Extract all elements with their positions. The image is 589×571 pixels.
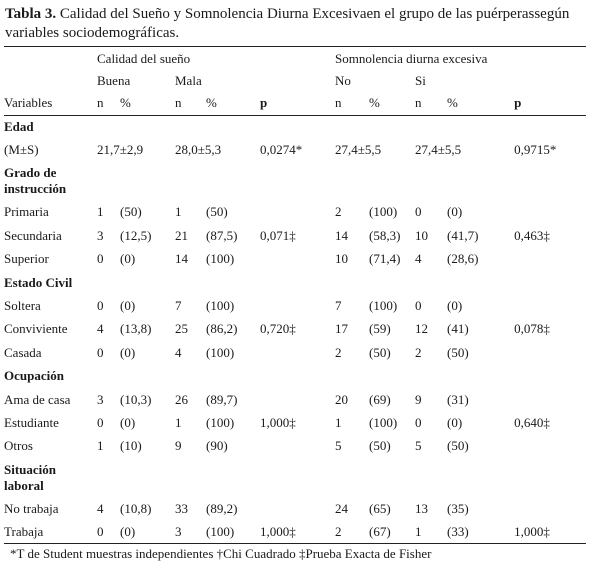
cell-p1 [260,497,335,520]
cell-bn: 0 [97,251,104,267]
cell-nn: 10 [335,251,349,267]
cell-np: (100) [369,204,398,220]
cell-np: (100) [369,414,398,430]
table-row [4,435,586,458]
cell-sp: (35) [447,500,469,516]
cell-p2 [514,435,586,458]
cell-sp: (50) [447,438,469,454]
cell-bn: 4 [97,500,104,516]
section-header-row [4,162,586,201]
cell-sn: 13 [415,500,429,516]
section-header-row [4,271,586,294]
cell-np: (59) [369,321,391,337]
cell-p2 [514,248,586,271]
header-daytime-sleepiness: Somnolencia diurna excesiva [335,51,488,66]
cell-p2 [514,497,586,520]
header-pct: % [206,95,217,110]
section-title: Situación laboral [4,461,57,493]
cell-bp: (13,8) [120,321,152,337]
cell-bn: 0 [97,414,104,430]
cell-sn: 12 [415,321,429,337]
cell-mp: (100) [206,344,235,360]
row-label: Otros [4,438,33,454]
cell-sn: 1 [415,524,422,540]
table-row [4,411,586,434]
cell-mn: 26 [175,391,188,407]
cell-sn: 2 [415,344,422,360]
cell-bp: (0) [120,298,136,314]
row-label: No trabaja [4,500,59,516]
cell-bp: (0) [120,344,136,360]
row-label: Ama de casa [4,391,71,407]
cell-mp: (89,2) [206,500,238,516]
cell-bp: (10,8) [120,500,152,516]
cell-p1 [260,435,335,458]
section-title: Edad [4,118,34,134]
cell-nn: 14 [335,227,349,243]
cell-bp: (0) [120,414,136,430]
cell-mp: (100) [206,414,235,430]
cell-nn: 7 [335,298,342,314]
cell-sn: 4 [415,251,422,267]
cell-np: (67) [369,524,391,540]
header-buena: Buena [97,73,131,88]
header-sleep-quality: Calidad del sueño [97,51,191,66]
cell-p2 [514,294,586,317]
cell-mn: 1 [175,414,182,430]
cell-bn: 0 [97,524,104,540]
cell-mn: 21 [175,227,188,243]
cell-p1: 1,000‡ [260,524,296,540]
cell-nn: 1 [335,414,342,430]
caption-label: Tabla 3. [5,6,57,22]
section-header-row [4,365,586,388]
caption-text: Calidad del Sueño y Somnolencia Diurna Excesivaen el grupo de las puérperassegún variables sociodemográficas. [5,6,570,41]
header-pct: % [369,95,380,110]
cell-mp: (50) [206,204,228,220]
header-n: n [175,95,182,110]
cell-nn: 20 [335,391,349,407]
cell-sn: 27,4±5,5 [415,142,462,158]
cell-sp: (0) [447,204,463,220]
cell-bn: 4 [97,321,104,337]
row-label: Estudiante [4,414,59,430]
cell-mn: 9 [175,438,182,454]
cell-p2: 0,463‡ [514,227,550,243]
cell-sn: 0 [415,298,422,314]
table-row [4,388,586,411]
cell-nn: 5 [335,438,342,454]
cell-bp: (0) [120,524,136,540]
table-row [4,497,586,520]
cell-bp: (12,5) [120,227,152,243]
table-row [4,201,586,224]
cell-bp: (0) [120,251,136,267]
cell-bp: (10) [120,438,142,454]
header-p: p [260,95,268,110]
cell-p1 [260,294,335,317]
cell-sp: (0) [447,414,463,430]
header-si: Si [415,73,426,88]
cell-p1: 0,720‡ [260,321,296,337]
cell-mn: 33 [175,500,188,516]
row-label: Trabaja [4,524,44,540]
cell-bp: (50) [120,204,142,220]
table-footnote: *T de Student muestras independientes †Chi Cuadrado ‡Prueba Exacta de Fisher [10,546,432,561]
table-row [4,248,586,271]
row-label: Primaria [4,204,49,220]
header-row-groups [4,47,586,71]
cell-nn: 2 [335,524,342,540]
row-label: (M±S) [4,142,39,158]
cell-sp: (33) [447,524,469,540]
cell-bn: 3 [97,391,104,407]
cell-sp: (28,6) [447,251,479,267]
cell-mn: 4 [175,344,182,360]
cell-nn: 17 [335,321,349,337]
cell-sn: 9 [415,391,422,407]
cell-sp: (50) [447,344,469,360]
cell-p1: 1,000‡ [260,414,296,430]
table-row [4,224,586,247]
cell-p2 [514,341,586,364]
cell-sn: 0 [415,204,422,220]
cell-bn: 1 [97,438,104,454]
section-title: Grado de instrucción [4,165,67,197]
cell-mn: 1 [175,204,182,220]
table-caption [5,5,587,43]
cell-nn: 27,4±5,5 [335,142,382,158]
cell-mp: (100) [206,298,235,314]
cell-sn: 10 [415,227,429,243]
header-n: n [97,95,104,110]
cell-mp: (87,5) [206,227,238,243]
header-row-subgroups [4,71,586,91]
cell-p2: 0,078‡ [514,321,550,337]
row-label: Superior [4,251,49,267]
header-pct: % [120,95,131,110]
cell-sp: (0) [447,298,463,314]
cell-sp: (41) [447,321,469,337]
data-table [4,47,586,544]
row-label: Casada [4,344,42,360]
cell-p1: 0,0274* [260,142,303,158]
header-mala: Mala [175,73,202,88]
table-row [4,294,586,317]
row-label: Conviviente [4,321,68,337]
header-p: p [514,95,522,110]
header-n: n [415,95,422,110]
section-title: Ocupación [4,368,64,384]
cell-np: (100) [369,298,398,314]
cell-bn: 0 [97,298,104,314]
cell-np: (71,4) [369,251,401,267]
cell-p1 [260,248,335,271]
cell-p2: 0,640‡ [514,414,550,430]
cell-np: (58,3) [369,227,401,243]
table-row [4,318,586,341]
header-pct: % [447,95,458,110]
cell-p2: 1,000‡ [514,524,550,540]
cell-bn: 21,7±2,9 [97,142,144,158]
cell-bn: 1 [97,204,104,220]
cell-bp: (10,3) [120,391,152,407]
cell-np: (50) [369,438,391,454]
cell-mn: 14 [175,251,188,267]
header-variables: Variables [4,95,53,110]
cell-sn: 5 [415,438,422,454]
table-row [4,341,586,364]
cell-mn: 28,0±5,3 [175,142,222,158]
cell-sn: 0 [415,414,422,430]
cell-np: (65) [369,500,391,516]
section-header-row [4,458,586,497]
cell-bn: 0 [97,344,104,360]
cell-p2 [514,201,586,224]
section-header-row [4,115,586,138]
cell-mp: (100) [206,251,235,267]
cell-mn: 3 [175,524,182,540]
cell-sp: (31) [447,391,469,407]
table-row [4,520,586,543]
row-label: Soltera [4,298,41,314]
cell-np: (50) [369,344,391,360]
header-n: n [335,95,342,110]
cell-nn: 24 [335,500,349,516]
cell-mn: 25 [175,321,188,337]
cell-mp: (100) [206,524,235,540]
cell-nn: 2 [335,204,342,220]
table-row [4,138,586,161]
cell-p1: 0,071‡ [260,227,296,243]
cell-p1 [260,388,335,411]
cell-np: (69) [369,391,391,407]
cell-p2 [514,388,586,411]
cell-p1 [260,341,335,364]
header-no: No [335,73,351,88]
cell-mn: 7 [175,298,182,314]
cell-p1 [260,201,335,224]
section-title: Estado Civil [4,274,73,290]
cell-mp: (90) [206,438,228,454]
cell-mp: (89,7) [206,391,238,407]
cell-p2: 0,9715* [514,142,557,158]
cell-mp: (86,2) [206,321,238,337]
cell-nn: 2 [335,344,342,360]
row-label: Secundaria [4,227,62,243]
cell-bn: 3 [97,227,104,243]
cell-sp: (41,7) [447,227,479,243]
header-row-columns [4,91,586,115]
